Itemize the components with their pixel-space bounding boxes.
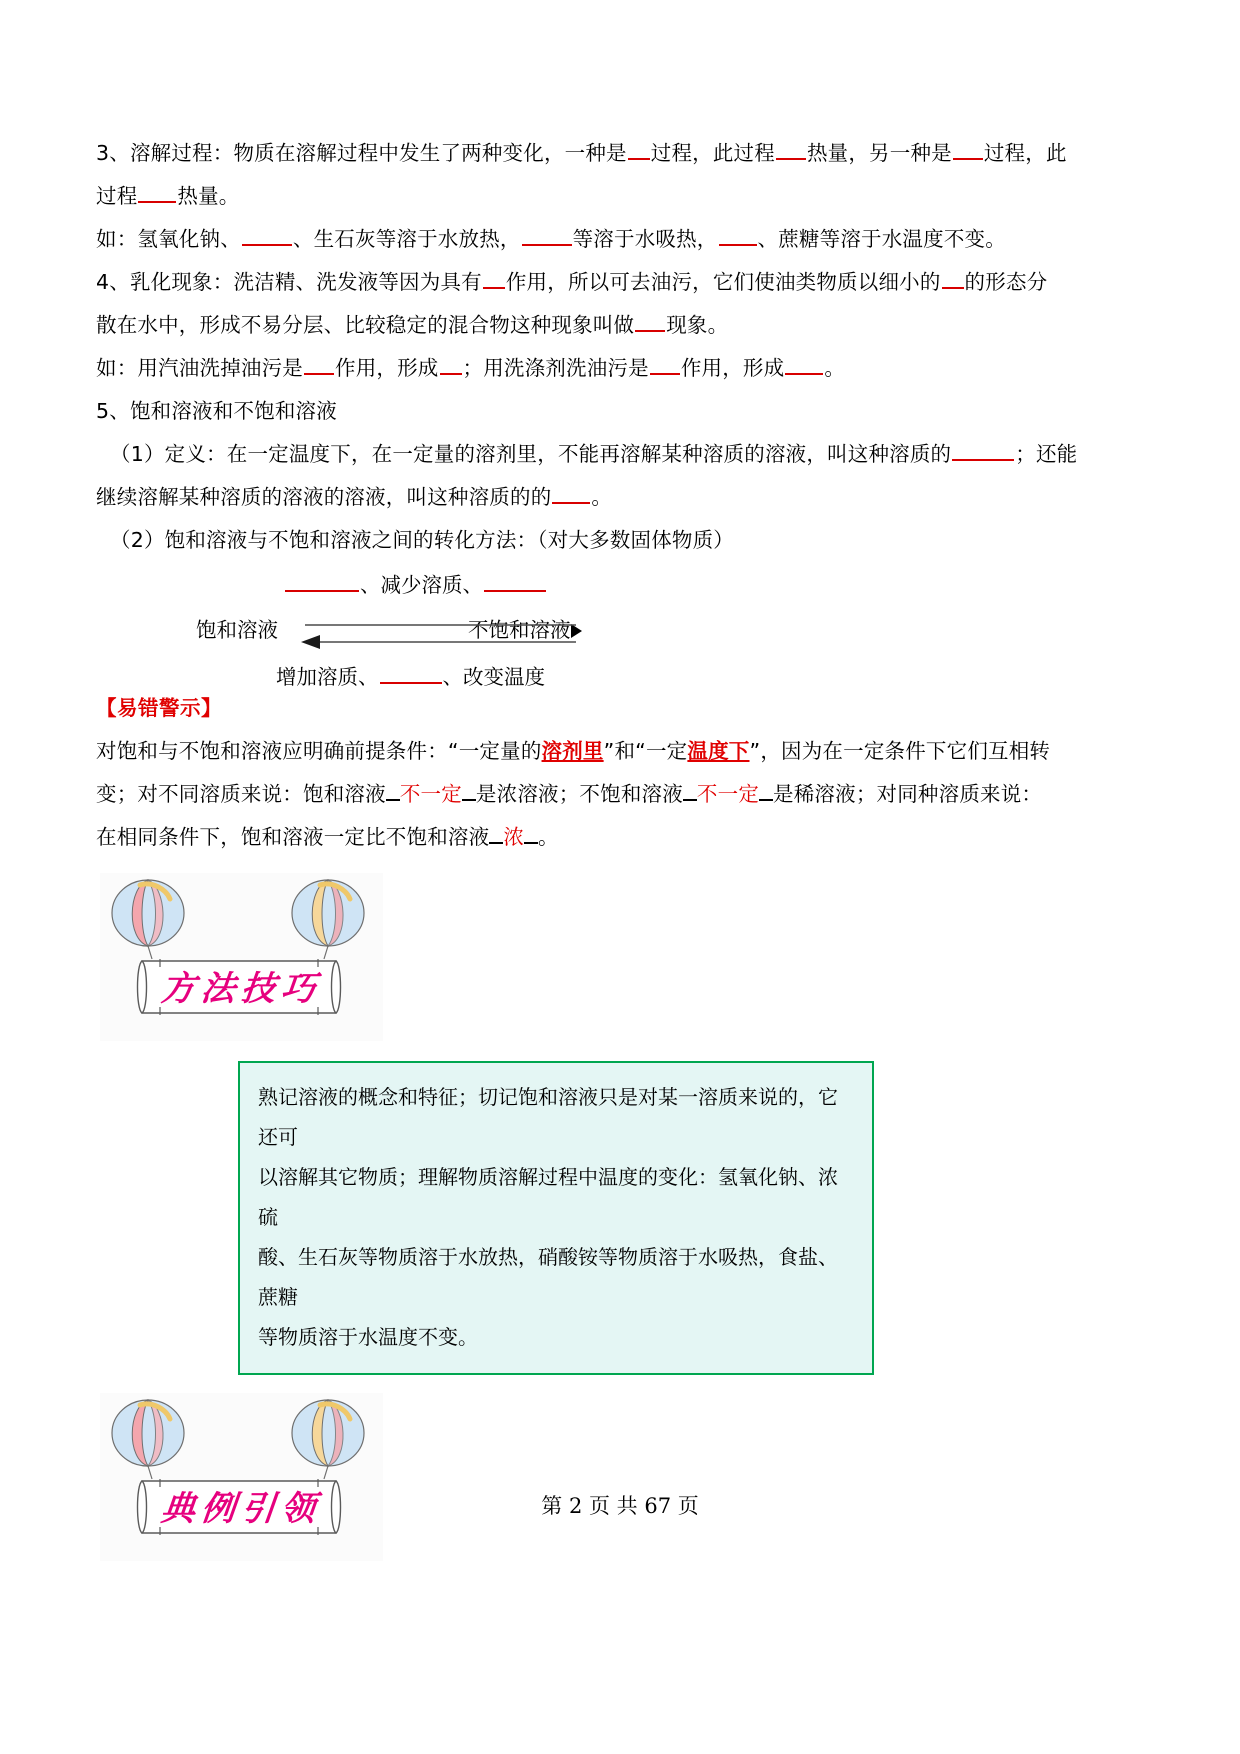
tip-line: 等物质溶于水温度不变。: [258, 1325, 478, 1349]
fill-blank[interactable]: [952, 437, 1014, 461]
text-run: （1）定义：在一定温度下，在一定量的溶剂里，不能再溶解某种溶质的溶液，叫这种溶质的: [110, 442, 952, 466]
paragraph-item3-line2: [96, 175, 1118, 218]
heading-item5: 5、饱和溶液和不饱和溶液: [96, 399, 337, 423]
document-content: [96, 132, 1118, 1561]
diagram-arrows: [301, 618, 576, 652]
paragraph-warning-line1: [96, 730, 1118, 773]
tip-line: 熟记溶液的概念和特征；切记饱和溶液只是对某一溶质来说的，它还可: [258, 1085, 838, 1149]
paragraph-warning-line3: [96, 816, 1118, 859]
text-run: 热量，另一种是: [806, 141, 952, 165]
fill-blank[interactable]: [522, 222, 572, 246]
fill-blank[interactable]: [785, 351, 823, 375]
text-run: 是浓溶液；不饱和溶液: [475, 782, 683, 806]
text-run: 作用，形成: [680, 356, 785, 380]
text-run: 过程，此过程: [650, 141, 775, 165]
tip-line: 酸、生石灰等物质溶于水放热，硝酸铵等物质溶于水吸热，食盐、蔗糖: [258, 1245, 838, 1309]
text-run: 作用，所以可去油污，它们使油类物质以细小的: [505, 270, 941, 294]
text-run: 过程，此: [983, 141, 1067, 165]
paragraph-item4-line3: [96, 347, 1118, 390]
warning-heading: 【易错警示】: [96, 696, 222, 720]
text-run: 过程: [96, 184, 138, 208]
text-run: 。: [591, 485, 613, 509]
text-run: 、生石灰等溶于水放热，: [292, 227, 521, 251]
highlight-red: 温度下: [687, 739, 750, 763]
paragraph-item5-def-line1: [96, 433, 1118, 476]
highlight-red: 不一定: [696, 782, 760, 806]
answer-underline: [489, 820, 503, 844]
fill-blank[interactable]: [242, 222, 292, 246]
text-run: 。: [538, 825, 559, 849]
tip-line: 以溶解其它物质；理解物质溶解过程中温度的变化：氢氧化钠、浓硫: [258, 1165, 838, 1229]
text-run: 热量。: [177, 184, 240, 208]
fill-blank[interactable]: [552, 480, 590, 504]
banner-graphic: [100, 1393, 383, 1561]
diagram-bottom-row: [276, 660, 545, 690]
text-run: 如：用汽油洗掉油污是: [96, 356, 303, 380]
fill-blank[interactable]: [483, 265, 505, 289]
text-run: 3、溶解过程：物质在溶解过程中发生了两种变化，一种是: [96, 141, 627, 165]
fill-blank[interactable]: [440, 351, 462, 375]
text-run: ；还能: [1015, 442, 1078, 466]
fill-blank[interactable]: [719, 222, 757, 246]
paragraph-item5-def-line2: [96, 476, 1118, 519]
banner-example-lead: [100, 1393, 383, 1561]
fill-blank[interactable]: [484, 568, 546, 592]
paragraph-item4-line2: [96, 304, 1118, 347]
answer-underline: [683, 777, 697, 801]
highlight-red: 浓: [503, 825, 525, 849]
text-run: 作用，形成: [335, 356, 439, 380]
answer-underline: [524, 820, 538, 844]
text-run: ”和“一定: [603, 739, 688, 763]
fill-blank[interactable]: [628, 136, 650, 160]
text-run: 增加溶质、: [276, 665, 379, 689]
highlight-red: 不一定: [399, 782, 462, 806]
text-run: 等溶于水吸热，: [572, 227, 718, 251]
banner-title: 方法技巧: [159, 969, 324, 1009]
fill-blank[interactable]: [942, 265, 964, 289]
diagram-label-saturated: 饱和溶液: [196, 618, 278, 642]
text-run: 。: [824, 356, 846, 380]
fill-blank[interactable]: [138, 179, 176, 203]
answer-underline: [759, 777, 773, 801]
text-run: 在相同条件下，饱和溶液一定比不饱和溶液: [96, 825, 490, 849]
banner-graphic: [100, 873, 383, 1041]
text-run: 继续溶解某种溶质的溶液的溶液，叫这种溶质的的: [96, 485, 552, 509]
text-run: 、蔗糖等溶于水温度不变。: [757, 227, 1006, 251]
tip-box: [238, 1061, 874, 1375]
conversion-diagram: [96, 568, 1118, 689]
fill-blank[interactable]: [953, 136, 983, 160]
paragraph-warning-line2: [96, 773, 1118, 816]
diagram-top-row: [284, 568, 547, 598]
fill-blank[interactable]: [285, 568, 359, 592]
text-run: 4、乳化现象：洗洁精、洗发液等因为具有: [96, 270, 482, 294]
text-run: 散在水中，形成不易分层、比较稳定的混合物这种现象叫做: [96, 313, 635, 337]
fill-blank[interactable]: [635, 308, 665, 332]
answer-underline: [386, 777, 400, 801]
text-run: 现象。: [666, 313, 729, 337]
text-run: 不饱和溶液: [468, 618, 571, 642]
text-run: 对饱和与不饱和溶液应明确前提条件：“一定量的: [96, 739, 542, 763]
banner-title: 典例引领: [159, 1489, 324, 1529]
text-run: 的形态分: [964, 270, 1048, 294]
paragraph-item3-line1: [96, 132, 1118, 175]
text-run: 、减少溶质、: [360, 573, 483, 597]
text-run: 如：氢氧化钠、: [96, 227, 241, 251]
paragraph-item4-line1: [96, 261, 1118, 304]
fill-blank[interactable]: [776, 136, 806, 160]
fill-blank[interactable]: [650, 351, 680, 375]
fill-blank[interactable]: [380, 660, 442, 684]
page-footer: 第 2 页 共 67 页: [541, 1494, 699, 1518]
paragraph-item3-line3: [96, 218, 1118, 261]
text-run: 、改变温度: [442, 665, 545, 689]
paragraph-item5-conversion-title: （2）饱和溶液与不饱和溶液之间的转化方法：（对大多数固体物质）: [110, 528, 734, 552]
text-run: 变；对不同溶质来说：饱和溶液: [96, 782, 386, 806]
banner-method-tips: [100, 873, 383, 1041]
text-run: ；用洗涤剂洗油污是: [462, 356, 649, 380]
fill-blank[interactable]: [304, 351, 334, 375]
highlight-red: 溶剂里: [541, 739, 604, 763]
answer-underline: [462, 777, 476, 801]
text-run: ”，因为在一定条件下它们互相转: [749, 739, 1051, 763]
text-run: 是稀溶液；对同种溶质来说：: [773, 782, 1043, 806]
